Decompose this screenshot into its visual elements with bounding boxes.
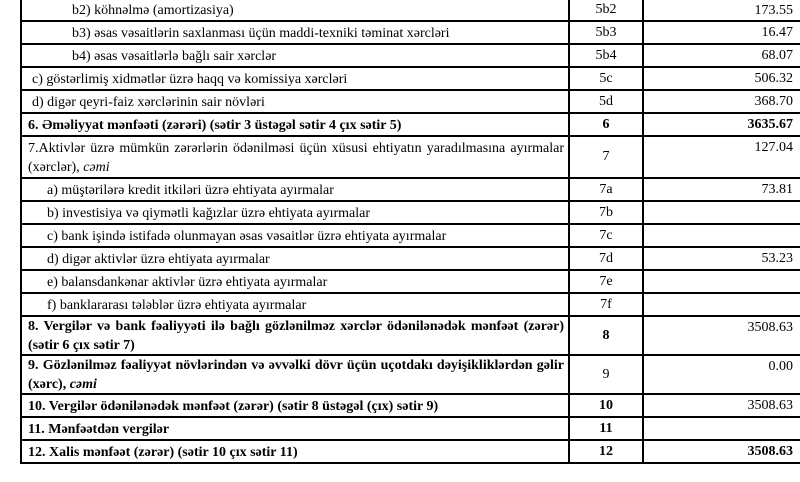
row-label: b3) əsas vəsaitlərin saxlanması üçün maddi-texniki təminat xərcləri — [72, 25, 450, 41]
row-label-line: (xərclər), cəmi — [28, 159, 110, 175]
row-label: d) digər aktivlər üzrə ehtiyata ayırmalar — [47, 251, 270, 267]
row-label-cell — [22, 225, 568, 246]
row-label-cell — [22, 45, 568, 66]
row-code-cell: 5b3 — [568, 22, 642, 43]
row-code-cell: 10 — [568, 395, 642, 416]
table-row — [22, 114, 800, 137]
income-statement-table — [20, 0, 800, 464]
row-label-cell — [22, 91, 568, 112]
table-row — [22, 317, 800, 356]
row-label-line: 7.Aktivlər üzrə mümkün zərərlərin ödənilməsi üçün xüsusi ehtiyatın yaradılmasına ayırmalar — [28, 140, 564, 156]
table-row — [22, 137, 800, 179]
row-label: f) banklararası tələblər üzrə ehtiyata ayırmalar — [47, 297, 307, 313]
row-code-cell: 7d — [568, 248, 642, 269]
row-value-cell — [642, 294, 800, 315]
table-row — [22, 225, 800, 248]
row-label-cell — [22, 137, 568, 177]
row-code-cell: 9 — [568, 356, 642, 393]
row-code-cell: 7c — [568, 225, 642, 246]
row-label: b2) köhnəlmə (amortizasiya) — [72, 3, 234, 18]
row-code-cell: 5d — [568, 91, 642, 112]
row-code-cell: 5b4 — [568, 45, 642, 66]
table-row — [22, 356, 800, 395]
table-row — [22, 0, 800, 22]
row-label-cell — [22, 179, 568, 200]
row-code-cell: 5b2 — [568, 0, 642, 20]
row-label-cell — [22, 317, 568, 354]
row-label-italic-suffix: cəmi — [69, 377, 97, 392]
row-label: 11. Mənfəətdən vergilər — [28, 421, 170, 437]
row-label: a) müştərilərə kredit itkiləri üzrə ehtiyata ayırmalar — [47, 182, 334, 198]
row-code-cell: 7f — [568, 294, 642, 315]
table-row — [22, 91, 800, 114]
row-label: 10. Vergilər ödənilənədək mənfəət (zərər) (sətir 8 üstəgəl (çıx) sətir 9) — [28, 398, 439, 414]
row-label: c) göstərlimiş xidmətlər üzrə haqq və komissiya xərcləri — [32, 71, 348, 87]
row-value-cell: 73.81 — [642, 179, 800, 200]
table-row — [22, 294, 800, 317]
row-label: 6. Əməliyyat mənfəəti (zərəri) (sətir 3 üstəgəl sətir 4 çıx sətir 5) — [28, 117, 402, 133]
table-row — [22, 68, 800, 91]
row-code-cell: 12 — [568, 441, 642, 462]
row-value-cell: 3508.63 — [642, 441, 800, 462]
row-code-cell: 7a — [568, 179, 642, 200]
row-value-cell: 173.55 — [642, 0, 800, 20]
row-code-cell: 11 — [568, 418, 642, 439]
row-value-cell — [642, 418, 800, 439]
row-label: b4) əsas vəsaitlərlə bağlı sair xərclər — [72, 48, 277, 64]
row-value-cell: 53.23 — [642, 248, 800, 269]
table-row — [22, 179, 800, 202]
table-row — [22, 395, 800, 418]
row-code-cell: 6 — [568, 114, 642, 135]
table-row — [22, 22, 800, 45]
row-value-cell — [642, 202, 800, 223]
row-code-cell: 7e — [568, 271, 642, 292]
row-label: c) bank işində istifadə olunmayan əsas vəsaitlər üzrə ehtiyata ayırmalar — [47, 228, 447, 244]
row-label-cell — [22, 418, 568, 439]
row-code-cell: 7b — [568, 202, 642, 223]
row-label-line: 8. Vergilər və bank fəaliyyəti ilə bağlı gözlənilməz xərclər ödənilənədək mənfəət (zərər) — [28, 319, 564, 334]
row-label-cell — [22, 114, 568, 135]
row-value-cell: 3635.67 — [642, 114, 800, 135]
row-label-cell — [22, 202, 568, 223]
table-row — [22, 271, 800, 294]
row-label-cell — [22, 68, 568, 89]
row-label-cell — [22, 22, 568, 43]
table-row — [22, 418, 800, 441]
row-label: b) investisiya və qiymətli kağızlar üzrə ehtiyata ayırmalar — [47, 205, 371, 221]
row-label-cell — [22, 271, 568, 292]
row-value-cell: 368.70 — [642, 91, 800, 112]
row-label-cell — [22, 248, 568, 269]
table-row — [22, 248, 800, 271]
row-label-line: (xərc), cəmi — [28, 377, 97, 392]
row-label-line: 9. Gözlənilməz fəaliyyət növlərindən və əvvəlki dövr üçün uçotdakı dəyişikliklərdən gəlir — [28, 358, 564, 373]
row-label: e) balansdankənar aktivlər üzrə ehtiyata ayırmalar — [47, 274, 328, 290]
table-row — [22, 45, 800, 68]
row-value-cell: 0.00 — [642, 356, 800, 393]
row-value-cell: 68.07 — [642, 45, 800, 66]
row-value-cell — [642, 271, 800, 292]
row-value-cell — [642, 225, 800, 246]
row-label-cell — [22, 356, 568, 393]
row-value-cell: 3508.63 — [642, 317, 800, 354]
row-value-cell: 127.04 — [642, 137, 800, 177]
row-value-cell: 506.32 — [642, 68, 800, 89]
table-row — [22, 202, 800, 225]
row-label: d) digər qeyri-faiz xərclərinin sair növləri — [32, 94, 265, 110]
row-code-cell: 8 — [568, 317, 642, 354]
row-label-cell — [22, 441, 568, 462]
row-label-italic-suffix: cəmi — [83, 159, 110, 175]
row-label-line: (sətir 6 çıx sətir 7) — [28, 338, 135, 353]
row-label-cell — [22, 294, 568, 315]
row-label: 12. Xalis mənfəət (zərər) (sətir 10 çıx sətir 11) — [28, 444, 298, 460]
row-code-cell: 5c — [568, 68, 642, 89]
row-code-cell: 7 — [568, 137, 642, 177]
row-value-cell: 3508.63 — [642, 395, 800, 416]
table-row — [22, 441, 800, 464]
row-label-cell — [22, 395, 568, 416]
row-value-cell: 16.47 — [642, 22, 800, 43]
row-label-cell — [22, 0, 568, 20]
